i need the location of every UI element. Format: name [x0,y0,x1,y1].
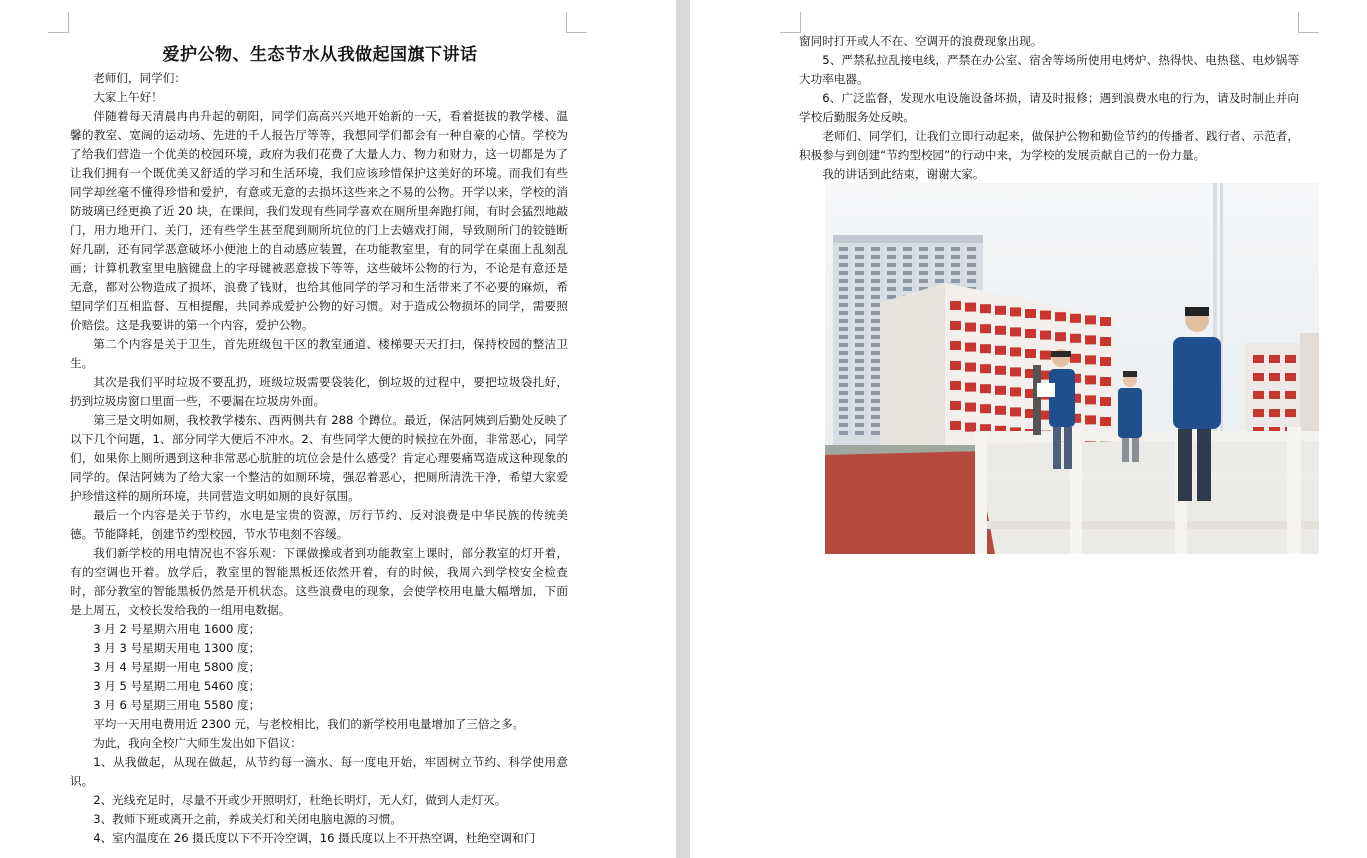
paragraph: 第三是文明如厕，我校教学楼东、西两侧共有 288 个蹲位。最近，保洁阿姨到后勤处反映了以下几个问题，1、部分同学大便后不冲水。2、有些同学大便的时候拉在外面，非常恶心，同学们，如果你上厕所遇到这种非常恶心肮脏的坑位会是什么感受？肯定心理要痛骂造成这种现象的同学的。保洁阿姨为了给大家一个整洁的如厕环境，强忍着恶心，把厕所清洗干净，希望大家爱护珍惜这样的厕所环境，共同营造文明如厕的良好氛围。 [70,413,568,503]
flag-ceremony-photo [825,183,1319,554]
electricity-usage-line: 3 月 6 号星期三用电 5580 度； [93,698,261,712]
left-text-column [70,69,568,848]
right-text-column [799,32,1299,184]
electricity-usage-line: 3 月 2 号星期六用电 1600 度； [93,622,261,636]
paragraph: 我们新学校的用电情况也不容乐观：下课做操或者到功能教室上课时，部分教室的灯开着，有的空调也开着。放学后，教室里的智能黑板还依然开着，有的时候，我周六到学校安全检查时，部分教室的智能黑板仍然是开机状态。这些浪费电的现象，会使学校用电量大幅增加，下面是上周五，文校长发给我的一组用电数据。 [70,546,568,617]
electricity-usage-line: 3 月 3 号星期天用电 1300 度； [93,641,261,655]
proposal-item: 5、严禁私拉乱接电线，严禁在办公室、宿舍等场所使用电烤炉、热得快、电热毯、电炒锅等大功率电器。 [799,53,1299,86]
margin-corner-mark [1298,12,1319,33]
margin-corner-mark [566,12,587,33]
paragraph: 伴随着每天清晨冉冉升起的朝阳，同学们高高兴兴地开始新的一天，看着挺拔的教学楼、温馨的教室、宽阔的运动场、先进的千人报告厅等等，我想同学们都会有一种自豪的心情。学校为了给我们营造一个优美的校园环境，政府为我们花费了大量人力、物力和财力，这一切都是为了让我们拥有一个既优美又舒适的学习和生活环境，我们应该珍惜保护这美好的环境。而我们有些同学却丝毫不懂得珍惜和爱护，有意或无意的去损坏这些来之不易的公物。开学以来，学校的消防玻璃已经更换了近 20 块，在课间，我们发现有些同学喜欢在厕所里奔跑打闹，有时会猛烈地敲门，用力地开门、关门，还有些学生甚至爬到厕所坑位的门上去嬉戏打闹，导致厕所门的铰链断好几副，还有同学恶意破坏小便池上的自动感应装置，在功能教室里，有的同学在桌面上乱刻乱画；计算机教室里电脑键盘上的字母键被恶意拔下等等，这些破坏公物的行为，不论是有意还是无意，都对公物造成了损坏，浪费了钱财，也给其他同学的学习和生活带来了不必要的麻烦，希望同学们互相监督、互相提醒，共同养成爱护公物的好习惯。对于造成公物损坏的同学，需要照价赔偿。这是我要讲的第一个内容，爱护公物。 [70,109,568,332]
paragraph: 最后一个内容是关于节约，水电是宝贵的资源，厉行节约、反对浪费是中华民族的传统美德。节能降耗，创建节约型校园，节水节电刻不容缓。 [70,508,568,541]
proposal-item: 3、教师下班或离开之前，养成关灯和关闭电脑电源的习惯。 [93,812,403,826]
electricity-usage-line: 3 月 4 号星期一用电 5800 度； [93,660,261,674]
proposal-item: 1、从我做起，从现在做起，从节约每一滴水、每一度电开始，牢固树立节约、科学使用意识。 [70,755,568,788]
paragraph: 为此，我向全校广大师生发出如下倡议： [93,736,302,750]
document-title: 爱护公物、生态节水从我做起国旗下讲话 [162,45,478,65]
paragraph: 我的讲话到此结束，谢谢大家。 [822,167,985,181]
proposal-item: 4、室内温度在 26 摄氏度以下不开冷空调，16 摄氏度以上不开热空调，杜绝空调和门 [93,831,536,845]
stone-railing [975,427,1319,554]
margin-corner-mark [48,12,69,33]
paragraph: 其次是我们平时垃圾不要乱扔，班级垃圾需要袋装化，倒垃圾的过程中，要把垃圾袋扎好，扔到垃圾房窗口里面一些，不要漏在垃圾房外面。 [70,375,568,408]
paragraph: 第二个内容是关于卫生，首先班级包干区的教室通道、楼梯要天天打扫，保持校园的整洁卫生。 [70,337,568,370]
paragraph: 老师们，同学们： [93,71,186,85]
page-gap [676,0,690,858]
side-building [1245,333,1319,448]
paragraph: 大家上午好！ [93,90,163,104]
paragraph: 老师们、同学们，让我们立即行动起来，做保护公物和勤俭节约的传播者、践行者、示范者，积极参与到创建“节约型校园”的行动中来，为学校的发展贡献自己的一份力量。 [799,129,1299,162]
proposal-item: 2、光线充足时，尽量不开或少开照明灯，杜绝长明灯，无人灯，做到人走灯灭。 [93,793,507,807]
paragraph: 窗同时打开或人不在、空调开的浪费现象出现。 [799,34,1043,48]
electricity-usage-line: 3 月 5 号星期二用电 5460 度； [93,679,261,693]
margin-corner-mark [780,12,801,33]
paragraph: 平均一天用电费用近 2300 元，与老校相比，我们的新学校用电量增加了三倍之多。 [93,717,525,731]
proposal-item: 6、广泛监督，发现水电设施设备坏损，请及时报修；遇到浪费水电的行为，请及时制止并向学校后勤服务处反映。 [799,91,1299,124]
document-page-left [0,0,676,858]
